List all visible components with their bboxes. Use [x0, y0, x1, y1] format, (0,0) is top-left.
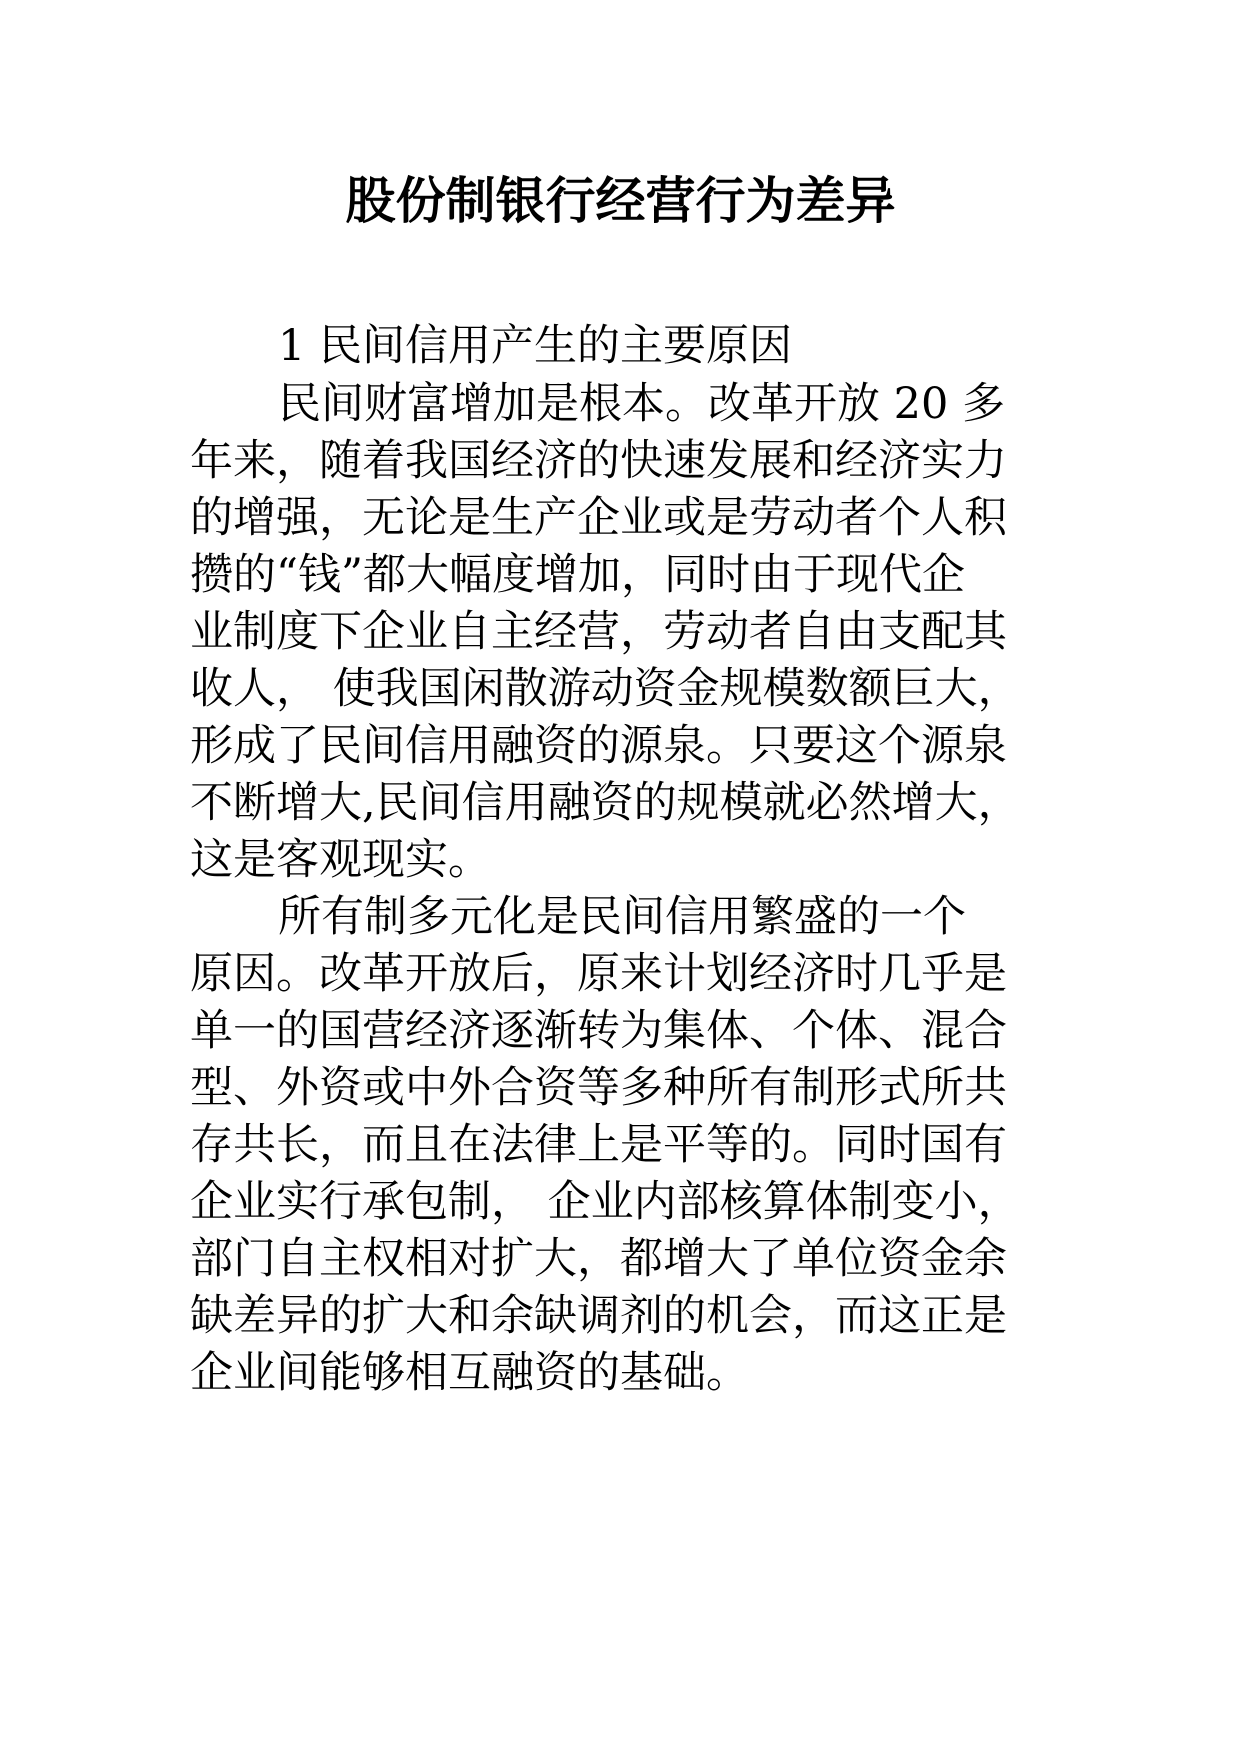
paragraph-line: 单一的国营经济逐渐转为集体、个体、混合 — [190, 1006, 1007, 1056]
paragraph-line: 企业间能够相互融资的基础。 — [190, 1348, 749, 1398]
paragraph-line: 缺差异的扩大和余缺调剂的机会，而这正是 — [190, 1291, 1007, 1341]
section-heading: 1 民间信用产生的主要原因 — [278, 321, 793, 371]
paragraph-line: 收人， 使我国闲散游动资金规模数额巨大， — [190, 664, 1021, 714]
paragraph-line: 型、外资或中外合资等多种所有制形式所共 — [190, 1063, 1007, 1113]
paragraph-line: 原因。改革开放后，原来计划经济时几乎是 — [190, 949, 1007, 999]
paragraph-line: 所有制多元化是民间信用繁盛的一个 — [278, 892, 966, 942]
paragraph-line: 业制度下企业自主经营，劳动者自由支配其 — [190, 607, 1007, 657]
paragraph-line: 民间财富增加是根本。改革开放 20 多 — [278, 379, 1006, 429]
paragraph-line: 年来，随着我国经济的快速发展和经济实力 — [190, 436, 1007, 486]
paragraph-line: 不断增大,民间信用融资的规模就必然增大， — [190, 778, 1021, 828]
paragraph-line: 企业实行承包制， 企业内部核算体制变小， — [190, 1177, 1021, 1227]
paragraph-line: 存共长，而且在法律上是平等的。同时国有 — [190, 1120, 1007, 1170]
paragraph-line: 部门自主权相对扩大，都增大了单位资金余 — [190, 1234, 1007, 1284]
paragraph-line: 的增强，无论是生产企业或是劳动者个人积 — [190, 493, 1007, 543]
paragraph-line: 形成了民间信用融资的源泉。只要这个源泉 — [190, 721, 1007, 771]
paragraph-line: 攒的“钱”都大幅度增加，同时由于现代企 — [190, 550, 965, 600]
paragraph-line: 这是客观现实。 — [190, 835, 491, 885]
document-title: 股份制银行经营行为差异 — [345, 172, 896, 230]
